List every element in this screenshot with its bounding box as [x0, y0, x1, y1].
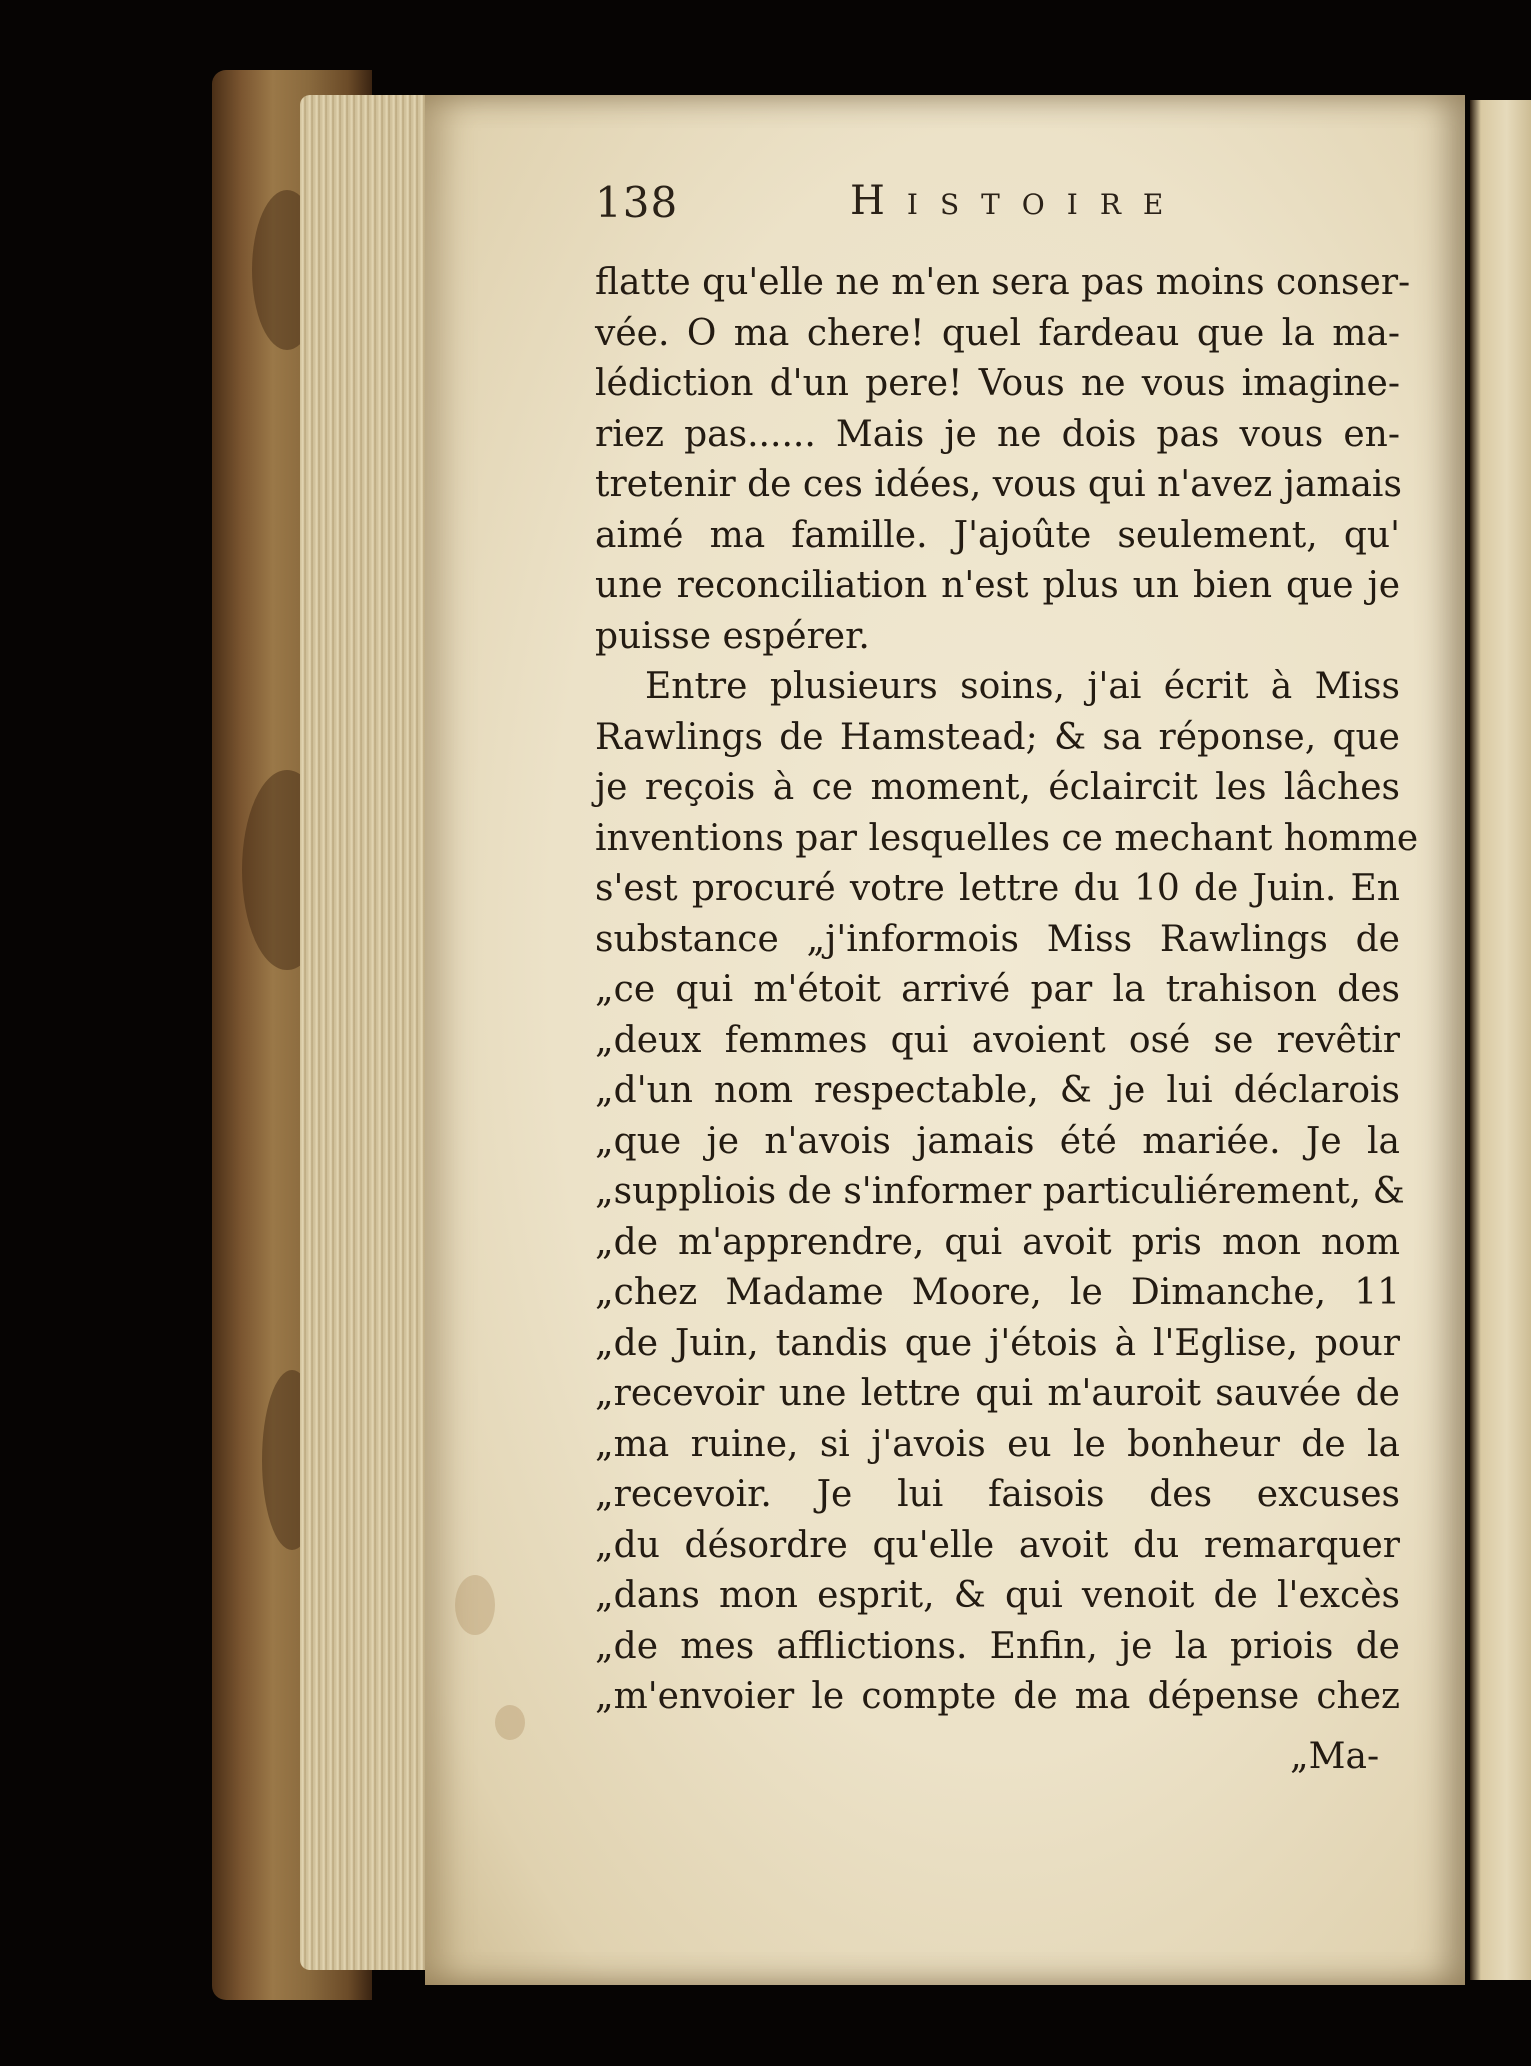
text-line: flatte qu'elle ne m'en sera pas moins conser- — [595, 262, 1411, 303]
text-line: „de mes afflictions. Enfin, je la priois de — [595, 1625, 1400, 1667]
facing-page-edge — [1470, 100, 1531, 1980]
text-line: Rawlings de Hamstead; & sa réponse, que — [595, 716, 1400, 758]
text-line: vée. O ma chere! quel fardeau que la ma- — [595, 312, 1400, 354]
text-line: riez pas...... Mais je ne dois pas vous en- — [595, 413, 1400, 455]
text-line: „que je n'avois jamais été mariée. Je la — [595, 1120, 1400, 1162]
text-line: „deux femmes qui avoient osé se revêtir — [595, 1019, 1400, 1061]
text-line: aimé ma famille. J'ajoûte seulement, qu' — [595, 514, 1400, 556]
text-line: puisse espérer. — [595, 615, 870, 657]
text-line: une reconciliation n'est plus un bien que je — [595, 565, 1400, 606]
text-line: inventions par lesquelles ce mechant homme — [595, 817, 1419, 859]
foxing-spot — [455, 1575, 495, 1635]
text-line: „ce qui m'étoit arrivé par la trahison des — [595, 969, 1400, 1010]
page-header — [595, 178, 1425, 238]
text-line: „de m'apprendre, qui avoit pris mon nom — [595, 1221, 1400, 1263]
body-text — [595, 258, 1419, 1723]
text-line: „m'envoier le compte de ma dépense chez — [595, 1676, 1400, 1717]
text-line: „de Juin, tandis que j'étois à l'Eglise, pour — [595, 1322, 1400, 1364]
page-number: 138 — [595, 178, 679, 227]
text-line: Entre plusieurs soins, j'ai écrit à Miss — [645, 666, 1400, 707]
text-line: substance „j'informois Miss Rawlings de — [595, 918, 1400, 960]
text-line: tretenir de ces idées, vous qui n'avez jamais — [595, 464, 1402, 505]
text-line: „recevoir une lettre qui m'auroit sauvée de — [595, 1373, 1400, 1414]
catchword: „Ma- — [1290, 1736, 1380, 1777]
text-line: s'est procuré votre lettre du 10 de Juin. En — [595, 868, 1400, 909]
text-line: „chez Madame Moore, le Dimanche, 11 — [595, 1272, 1400, 1313]
text-line: „ma ruine, si j'avois eu le bonheur de la — [595, 1423, 1400, 1465]
text-line: „d'un nom respectable, & je lui déclarois — [595, 1070, 1400, 1111]
text-line: „suppliois de s'informer particuliérement, & — [595, 1171, 1405, 1212]
running-title: Histoire — [850, 178, 1186, 224]
text-line: je reçois à ce moment, éclaircit les lâches — [595, 767, 1400, 808]
foxing-spot — [495, 1705, 525, 1740]
text-line: lédiction d'un pere! Vous ne vous imagine- — [595, 363, 1400, 404]
text-line: „du désordre qu'elle avoit du remarquer — [595, 1524, 1400, 1566]
text-line: „recevoir. Je lui faisois des excuses — [595, 1474, 1400, 1515]
text-line: „dans mon esprit, & qui venoit de l'excès — [595, 1575, 1400, 1616]
page-block-edges — [300, 95, 430, 1970]
